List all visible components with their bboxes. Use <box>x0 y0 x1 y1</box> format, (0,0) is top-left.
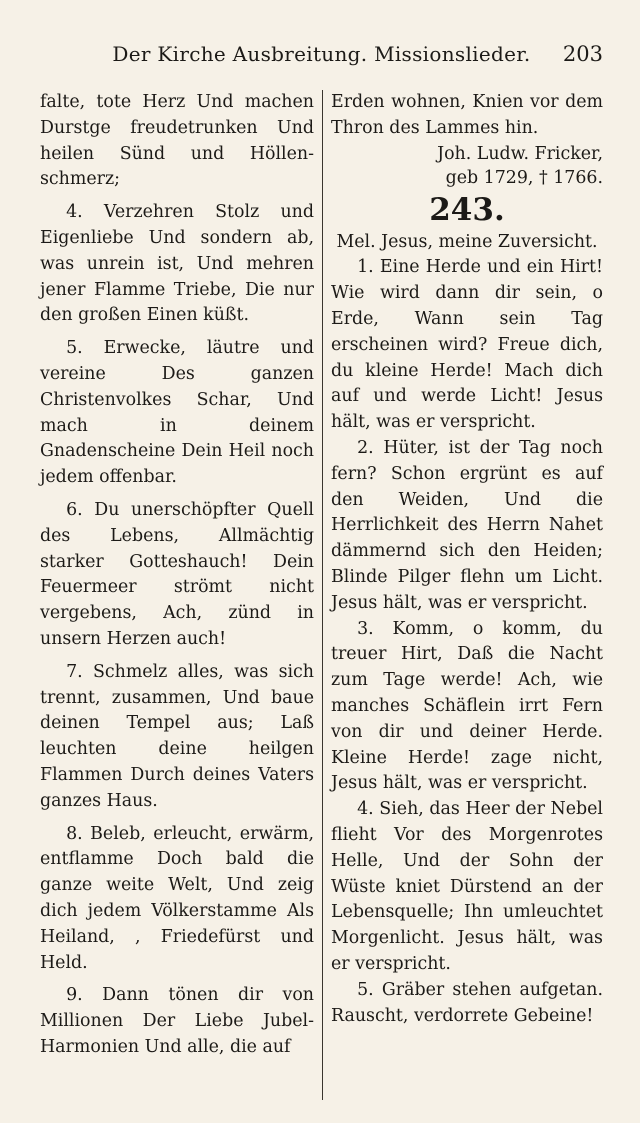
left-column <box>40 90 314 1061</box>
stanza-7: 7. Schmelz alles, was sich trennt, zusammen, Und baue deinen Tempel aus; Laß leuchten deine heilgen Flammen Durch deines Vaters ganzes Haus. <box>40 661 314 811</box>
stanza-6: 6. Du unerschöpfter Quell des Lebens, Allmächtig starker Gotteshauch! Dein Feuermeer strömt nicht vergebens, Ach, zünd in unsern Herzen auch! <box>40 499 314 649</box>
hymn-stanza-5: 5. Gräber stehen aufgetan. Rauscht, verdorrete Gebeine! <box>331 979 603 1026</box>
stanza-continuation: Erden wohnen, Knien vor dem Thron des Lammes hin. <box>331 92 603 138</box>
stanza-4: 4. Verzehren Stolz und Eigenliebe Und sondern ab, was unrein ist, Und mehren jener Flamme Triebe, Die nur den großen Einen küßt. <box>40 202 314 326</box>
hymn-stanza-3: 3. Komm, o komm, du treuer Hirt, Daß die Nacht zum Tage werde! Ach, wie manches Schäflein irrt Fern von dir und deiner Herde. Kleine Herde! zage nicht, Jesus hält, was er verspricht. <box>331 618 603 794</box>
running-title: Der Kirche Ausbreitung. Missionslieder. <box>112 42 531 66</box>
hymn-stanza-4: 4. Sieh, das Heer der Nebel flieht Vor des Morgenrotes Helle, Und der Sohn der Wüste kniet Dürstend an der Lebensquelle; Ihn umleuchtet Morgenlicht. Jesus hält, was er verspricht. <box>331 799 603 974</box>
hymn-stanza-1: 1. Eine Herde und ein Hirt! Wie wird dann dir sein, o Erde, Wann sein Tag erscheinen wird? Freue dich, du kleine Herde! Mach dich auf und werde Licht! Jesus hält, was er verspricht. <box>331 257 603 433</box>
right-column <box>331 90 603 1029</box>
column-divider <box>322 90 323 1100</box>
author-credit <box>331 142 603 190</box>
stanza-8: 8. Beleb, erleucht, erwärm, entflamme Doch bald die ganze weite Welt, Und zeig dich jedem Völkerstamme Als Heiland, , Friedefürst und Held. <box>40 823 314 973</box>
page-header <box>40 42 603 76</box>
hymn-number: 243. <box>429 191 505 228</box>
stanza-9: 9. Dann tönen dir von Millionen Der Liebe Jubel-Harmonien Und alle, die auf <box>40 985 314 1057</box>
page-number: 203 <box>562 42 603 66</box>
stanza-continuation: falte, tote Herz Und machen Durstge freudetrunken Und heilen Sünd und Höllen-schmerz; <box>40 92 314 190</box>
stanza-5: 5. Erwecke, läutre und vereine Des ganzen Christenvolkes Schar, Und mach in deinem Gnadenscheine Dein Heil noch jedem offenbar. <box>40 338 314 488</box>
author-dates: geb 1729, † 1766. <box>445 167 603 188</box>
melody-line: Mel. Jesus, meine Zuversicht. <box>336 231 598 252</box>
author-name: Joh. Ludw. Fricker, <box>437 143 603 164</box>
hymn-stanza-2: 2. Hüter, ist der Tag noch fern? Schon ergrünt es auf den Weiden, Und die Herrlichkeit des Herrn Nahet dämmernd sich den Heiden; Blinde Pilger flehn um Licht. Jesus hält, was er verspricht. <box>331 437 603 613</box>
